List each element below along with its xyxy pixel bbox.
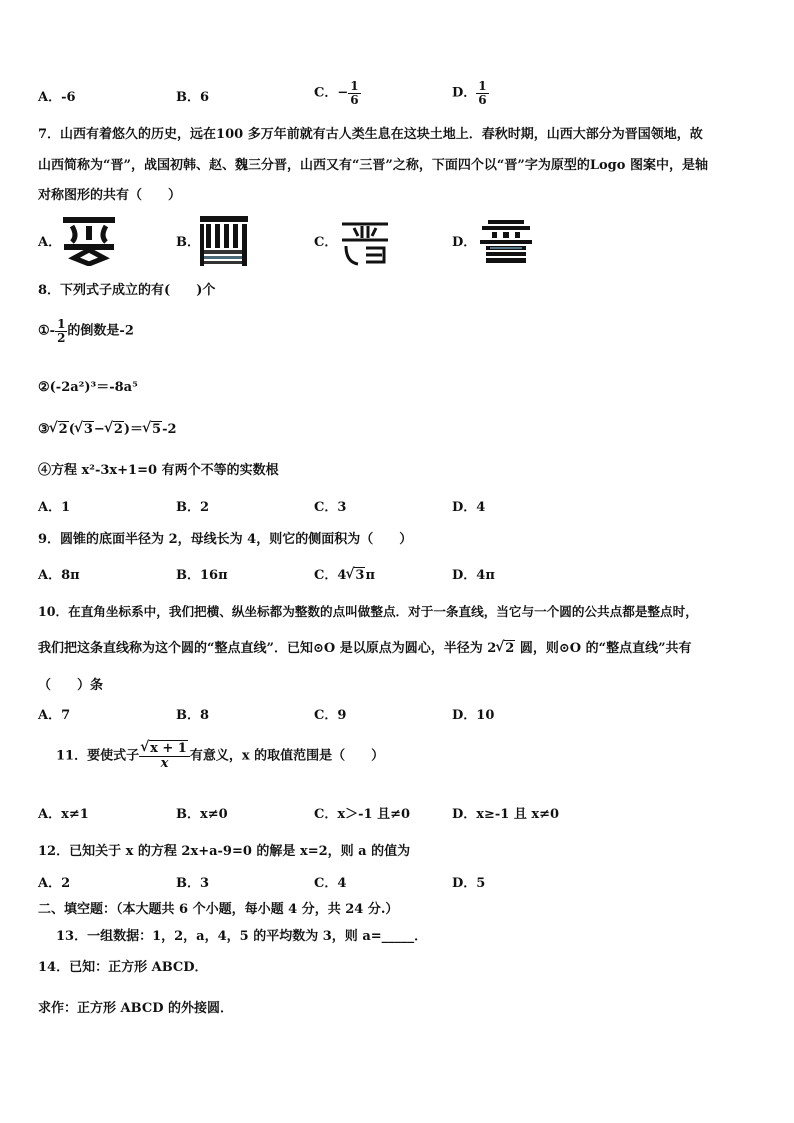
q10-option-d: D．10 [452,708,495,723]
q8-statement-4: ④方程 x²-3x+1=0 有两个不等的实数根 [38,463,279,478]
q8-stem: 8．下列式子成立的有( )个 [38,283,216,298]
q8-option-d: D．4 [452,500,486,515]
q14-task: 求作：正方形 ABCD 的外接圆． [38,1001,233,1016]
q9-stem: 9．圆锥的底面半径为 2，母线长为 4，则它的侧面积为（ ） [38,532,413,547]
q12-option-c: C．4 [314,876,347,891]
q10-line-1: 10．在直角坐标系中，我们把横、纵坐标都为整数的点叫做整点．对于一条直线，当它与一个圆的公共点都是整点时， [38,604,698,619]
q11-option-c: C．x＞-1 且≠0 [314,807,411,822]
q6-option-c: C．− $\frac{1}{6}$ [314,79,359,107]
q8-statement-3: ③√ 2(√ 3−√ 2)＝√ 5-2 [38,422,177,438]
q10-option-a: A．7 [38,708,71,723]
q7-option-b: B． [176,235,200,250]
q7-option-c: C． [314,235,338,250]
q6-option-a: A．-6 [38,90,76,105]
q9-option-a: A．8π [38,568,80,583]
jin-logo-a-image [60,214,118,266]
section-heading-fill-in: 二、填空题：（本大题共 6 个小题，每小题 4 分，共 24 分.） [38,902,399,917]
q8-option-a: A．1 [38,500,71,515]
jin-logo-d-image [478,218,534,266]
q11-option-b: B．x≠0 [176,807,228,822]
q9-option-c: C．4√ 3π [314,568,375,584]
q8-option-b: B．2 [176,500,210,515]
q6-c-fraction: $\frac{1}{6}$ [350,79,359,107]
q7-line-2: 山西简称为“晋”，战国初韩、赵、魏三分晋，山西又有“三晋”之称，下面四个以“晋”字为原型的Logo 图案中，是轴 [38,158,708,173]
jin-logo-c-image [338,216,392,268]
q10-option-c: C．9 [314,708,347,723]
q14-given: 14．已知：正方形 ABCD． [38,960,208,975]
q7-option-d: D． [452,235,477,250]
q9-option-d: D．4π [452,568,495,583]
q11-option-a: A．x≠1 [38,807,89,822]
q7-line-3: 对称图形的共有（ ） [38,188,182,203]
q12-option-a: A．2 [38,876,71,891]
q6-option-b: B．6 [176,90,210,105]
q8-option-c: C．3 [314,500,347,515]
q8-1-fraction: $\frac{1}{2}$ [57,317,66,345]
q12-option-b: B．3 [176,876,210,891]
q12-option-d: D．5 [452,876,486,891]
q12-stem: 12．已知关于 x 的方程 2x+a-9=0 的解是 x=2，则 a 的值为 [38,844,411,859]
q6-d-fraction: $\frac{1}{6}$ [478,79,487,107]
q11-fraction: √ $\frac{x + 1}{x}$ [139,742,190,770]
q10-line-3: （ ）条 [38,678,104,693]
q8-statement-2: ②(-2a²)³＝-8a⁵ [38,380,138,395]
q7-line-1: 7．山西有着悠久的历史，远在100 多万年前就有古人类生息在这块土地上．春秋时期，山西大部分为晋国领地，故 [38,127,703,142]
q11-option-d: D．x≥-1 且 x≠0 [452,807,560,822]
q13-stem: 13．一组数据：1，2，a，4，5 的平均数为 3，则 a=_____． [56,929,428,944]
jin-logo-b-image [198,214,250,268]
q10-line-2: 我们把这条直线称为这个圆的“整点直线”．已知⊙O 是以原点为圆心，半径为 2√ 2 圆，则⊙O 的“整点直线”共有 [38,641,692,657]
q11-stem: 11．要使式子 √ $\frac{x + 1}{x}$ 有意义，x 的取值范围是（ ） [56,742,384,770]
q10-option-b: B．8 [176,708,210,723]
q9-option-b: B．16π [176,568,228,583]
q6-option-d: D． $\frac{1}{6}$ [452,79,487,107]
q7-option-a: A． [38,235,62,250]
q8-statement-1: ①- $\frac{1}{2}$ 的倒数是-2 [38,317,134,345]
